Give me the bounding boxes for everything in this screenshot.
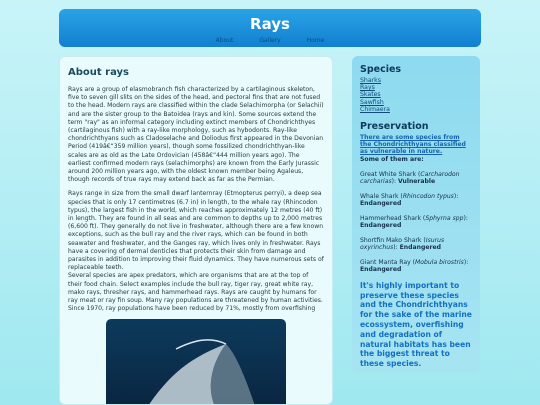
species-item: Whale Shark (Rhincodon typus): Endangered: [360, 192, 459, 208]
preservation-closing-text: It's highly important to preserve these species and the Chondrichthyans for the sake of the marine ecossystem, overfishing and degradation of natural habitats has been the biggest threat to these species.: [360, 280, 472, 369]
species-latin: Mobula birostris: [415, 258, 464, 266]
species-link-sharks[interactable]: Sharks: [360, 77, 381, 84]
site-header: [59, 9, 481, 47]
species-latin: Carcharodon carcharias: [360, 170, 460, 186]
species-latin: Isurus oxyrinchus: [360, 236, 445, 252]
nav-gallery-link[interactable]: Gallery: [259, 37, 281, 44]
species-name: Giant Manta Ray: [360, 258, 411, 266]
site-title: Rays: [250, 15, 290, 33]
species-link-list: [360, 77, 472, 113]
species-link-chimaera[interactable]: Chimaera: [360, 105, 390, 113]
about-paragraph-2: Rays range in size from the small dwarf lanternray (Etmopterus perryi), a deep sea species that is only 17 centimetres (6.7 in) in length, to the whale ray (Rhincodon typus), the largest fish in the world, which reaches approximately 12 metres (40 ft) in length. They are found in all seas and are common to depths up to 2,000 metres (6,600 ft). They generally do not live in freshwater, although there are a few known exceptions, such as the bull ray and the river rays, which can be found in both seawater and freshwater, and the Ganges ray, which lives only in freshwater. Rays have a covering of dermal denticles that protects their skin from damage and parasites in addition to improving their fluid dynamics. They have numerous sets of replaceable teeth.: [68, 190, 324, 272]
species-heading: Species: [360, 64, 402, 75]
species-latin: Rhincodon typus: [402, 192, 454, 200]
some-of-them-label: Some of them are:: [360, 155, 424, 163]
ray-photo: [106, 319, 286, 405]
species-item: Hammerhead Shark (Sphyrna spp): Endangered: [360, 214, 468, 230]
species-name: Whale Shark: [360, 192, 399, 200]
sidebar: [352, 56, 480, 372]
species-status: Endangered: [360, 200, 402, 208]
species-item: Great White Shark (Carcharodon carcharias): Vulnerable: [360, 170, 460, 186]
preservation-heading: Preservation: [360, 121, 429, 133]
about-paragraph-3: Several species are apex predators, which are organisms that are at the top of their food chain. Select examples include the bull ray, tiger ray, great white ray, mako rays, thresher rays, and hammerhead rays. Rays are caught by humans for ray meat or ray fin soup. Many ray populations are threatened by human activities. Since 1970, ray populations have been reduced by 71%, mostly from overfishing: [68, 272, 323, 313]
species-status: Vulnerable: [398, 178, 436, 186]
species-item: Shortfin Mako Shark (Isurus oxyrinchus): Endangered: [360, 236, 445, 252]
species-name: Hammerhead Shark: [360, 214, 421, 222]
about-paragraph-1: Rays are a group of elasmobranch fish characterized by a cartilaginous skeleton, five to seven gill slits on the sides of the head, and pectoral fins that are not fused to the head. Modern rays are classified within the clade Selachimorpha (or Selachii) and are the sister group to the Batoidea (rays and kin). Some sources extend the term "ray" as an informal category including extinct members of Chondrichthyes (cartilaginous fish) with a ray-like morphology, such as hybodonts. Ray-like chondrichthyans such as Cladoselache and Doliodus first appeared in the Devonian Period (419â€“359 million years), though some fossilized chondrichthyan-like scales are as old as the Late Ordovician (458â€“444 million years ago). The earliest confirmed modern rays (selachimorphs) are known from the Early Jurassic around 200 million years ago, with the oldest known member being Agaleus, though records of true rays may extend back as far as the Permian.: [68, 86, 324, 184]
main-nav: [59, 37, 481, 44]
species-name: Shortfin Mako Shark: [360, 236, 422, 244]
species-name: Great White Shark: [360, 170, 417, 178]
vulnerable-species-link[interactable]: There are some species from the Chondrichthyans classified as vulnerable in nature.: [360, 134, 466, 156]
nav-about-link[interactable]: About: [215, 37, 234, 44]
about-heading: About rays: [68, 67, 129, 78]
species-link-sawfish[interactable]: Sawfish: [360, 98, 384, 106]
species-status: Endangered: [360, 266, 402, 274]
species-status: Endangered: [399, 244, 441, 252]
species-latin: Sphyrna spp: [425, 214, 464, 222]
nav-home-link[interactable]: Home: [306, 37, 325, 44]
species-link-rays[interactable]: Rays: [360, 84, 375, 92]
species-link-skates[interactable]: Skates: [360, 91, 381, 99]
species-item: Giant Manta Ray (Mobula birostris): Endangered: [360, 258, 469, 274]
species-status: Endangered: [360, 222, 402, 230]
main-content: [59, 56, 333, 405]
